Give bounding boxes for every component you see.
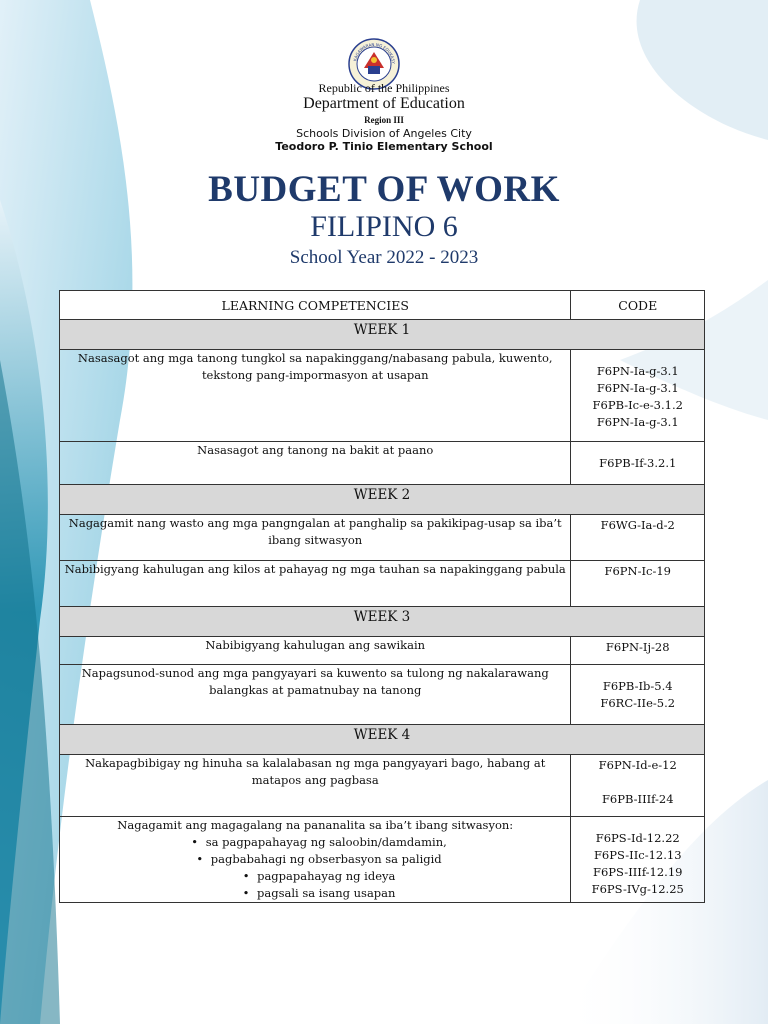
code-cell [571, 755, 705, 817]
competency-cell: Nasasagot ang tanong na bakit at paano [60, 442, 571, 485]
code-value: F6PB-IIIf-24 [601, 792, 674, 806]
week-row [60, 725, 705, 755]
svg-text:KAGAWARAN NG EDUKASYON: KAGAWARAN NG EDUKASY [352, 41, 397, 64]
subject-title: FILIPINO 6 [310, 210, 458, 243]
competency-intro: Nagagamit ang magagalang na pananalita sa iba’t ibang sitwasyon: [117, 818, 514, 832]
code-value: F6PS-IIc-12.13 [593, 848, 682, 862]
week-label: WEEK 4 [60, 725, 705, 755]
code-value: F6RC-IIe-5.2 [600, 696, 676, 710]
code-value: F6PS-Id-12.22 [595, 831, 680, 845]
table-row [60, 665, 705, 725]
week-label: WEEK 3 [60, 607, 705, 637]
table-row [60, 755, 705, 817]
department-name: Department of Education [303, 95, 465, 112]
code-value: F6PB-Ic-e-3.1.2 [592, 398, 683, 412]
week-row [60, 607, 705, 637]
table-row [60, 350, 705, 442]
region-line: Region III [364, 115, 404, 125]
bullet-item: • pagbabahagi ng obserbasyon sa paligid [64, 851, 566, 868]
competency-cell: Nakapagbibigay ng hinuha sa kalalabasan ng mga pangyayari bago, habang at matapos ang pagbasa [60, 755, 571, 817]
week-label: WEEK 2 [60, 485, 705, 515]
table-row [60, 442, 705, 485]
school-year: School Year 2022 - 2023 [289, 247, 479, 268]
competency-cell: Nagagamit nang wasto ang mga pangngalan at panghalip sa pakikipag-usap sa iba’t ibang sitwasyon [60, 515, 571, 561]
competency-cell: Nasasagot ang mga tanong tungkol sa napakinggang/nabasang pabula, kuwento, tekstong pang-impormasyon at usapan [60, 350, 571, 442]
header-competencies: LEARNING COMPETENCIES [60, 291, 571, 320]
code-cell [571, 665, 705, 725]
code-value: F6PN-Ic-19 [604, 564, 671, 578]
bullet-item: • pagpapahayag ng ideya [64, 868, 566, 885]
week-label: WEEK 1 [60, 320, 705, 350]
code-value: F6WG-Ia-d-2 [600, 518, 675, 532]
code-cell [571, 637, 705, 665]
code-value: F6PS-IIIf-12.19 [592, 865, 683, 879]
table-row [60, 817, 705, 903]
competency-bullets [64, 834, 566, 902]
code-cell [571, 350, 705, 442]
week-row [60, 320, 705, 350]
bullet-item: • sa pagpapahayag ng saloobin/damdamin, [64, 834, 566, 851]
code-value: F6PN-Ia-g-3.1 [596, 364, 679, 378]
week-row [60, 485, 705, 515]
competency-cell [60, 817, 571, 903]
table-row [60, 637, 705, 665]
code-value: F6PN-Id-e-12 [598, 758, 677, 772]
code-cell [571, 561, 705, 607]
code-cell [571, 515, 705, 561]
competency-cell: Nabibigyang kahulugan ang sawikain [60, 637, 571, 665]
school-name: Teodoro P. Tinio Elementary School [275, 140, 493, 153]
code-value: F6PS-IVg-12.25 [591, 882, 684, 896]
code-cell [571, 817, 705, 903]
republic-line: Republic of the Philippines [318, 81, 450, 95]
code-cell [571, 442, 705, 485]
code-value [575, 774, 700, 791]
budget-of-work-table [59, 290, 705, 903]
code-value: F6PN-Ij-28 [605, 640, 670, 654]
competency-cell: Napagsunod-sunod ang mga pangyayari sa kuwento sa tulong ng nakalarawang balangkas at pamatnubay na tanong [60, 665, 571, 725]
bullet-item: • pagsali sa isang usapan [64, 885, 566, 902]
header-code: CODE [571, 291, 705, 320]
table-row [60, 561, 705, 607]
table-row [60, 515, 705, 561]
document-title: BUDGET OF WORK [208, 169, 560, 210]
code-value: F6PN-Ia-g-3.1 [596, 415, 679, 429]
division-line: Schools Division of Angeles City [296, 127, 472, 140]
table-header-row [60, 291, 705, 320]
code-value: F6PB-Ib-5.4 [602, 679, 673, 693]
competency-cell: Nabibigyang kahulugan ang kilos at pahayag ng mga tauhan sa napakinggang pabula [60, 561, 571, 607]
code-value: F6PN-Ia-g-3.1 [596, 381, 679, 395]
code-value: F6PB-If-3.2.1 [599, 456, 677, 470]
